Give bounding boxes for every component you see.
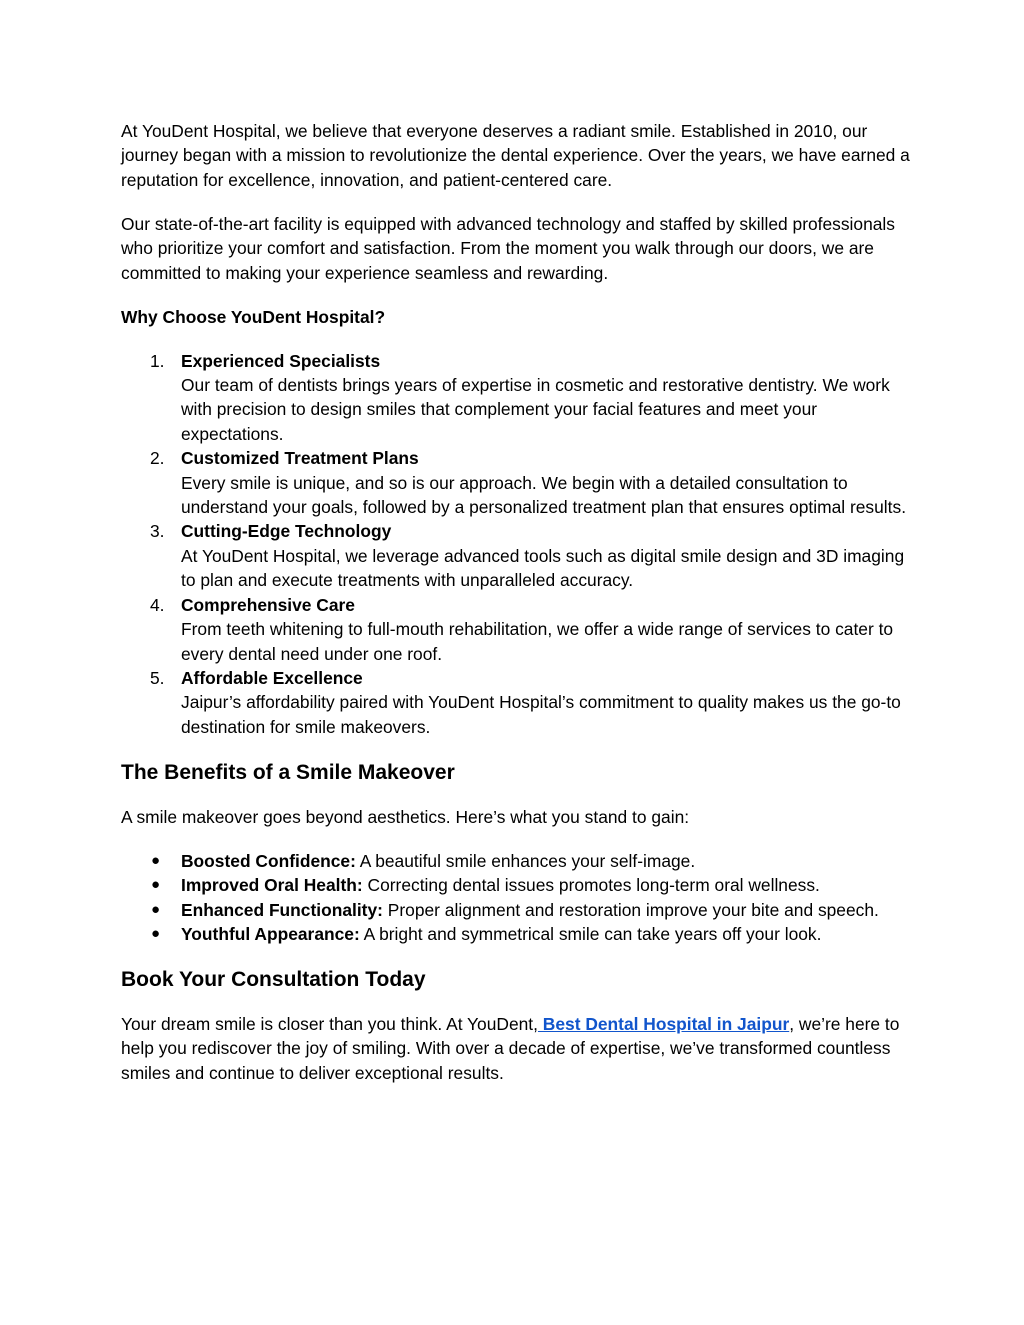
bullet-icon: ● (151, 851, 161, 869)
consultation-text-after: , we’re here to help you rediscover the joy of smiling. With over a decade of expertise, we’ve transformed countless smiles and continue to deliver exceptional results. (121, 1013, 900, 1083)
best-dental-hospital-link[interactable]: Best Dental Hospital in Jaipur (537, 1013, 790, 1034)
list-number: 4. (150, 594, 165, 615)
benefit-text: Proper alignment and restoration improve your bite and speech. (382, 899, 879, 920)
list-item (121, 898, 911, 922)
list-item-text: Every smile is unique, and so is our approach. We begin with a detailed consultation to understand your goals, followed by a personalized treatment plan that ensures optimal results. (181, 472, 907, 518)
list-item (121, 446, 911, 519)
list-number: 5. (150, 667, 165, 688)
benefit-lead: Improved Oral Health: (181, 875, 363, 896)
reasons-list (121, 349, 911, 740)
list-number: 3. (150, 521, 165, 542)
intro-paragraph-2: Our state-of-the-art facility is equipped with advanced technology and staffed by skilled professionals who prioritize your comfort and satisfaction. From the moment you walk through our doors, we are committed to making your experience seamless and rewarding. (121, 213, 895, 283)
benefits-intro: A smile makeover goes beyond aesthetics. Here’s what you stand to gain: (121, 806, 690, 827)
list-item-title: Customized Treatment Plans (181, 448, 419, 469)
list-item-title: Experienced Specialists (181, 350, 381, 371)
list-item-text: From teeth whitening to full-mouth rehabilitation, we offer a wide range of services to cater to every dental need under one roof. (181, 619, 894, 664)
document-page (121, 119, 911, 1105)
why-choose-heading: Why Choose YouDent Hospital? (121, 306, 386, 327)
bullet-icon: ● (151, 876, 161, 894)
list-item (121, 519, 911, 592)
list-item (121, 349, 911, 447)
benefit-text: Correcting dental issues promotes long-term oral wellness. (362, 875, 820, 896)
benefit-text: A beautiful smile enhances your self-image. (355, 850, 696, 871)
list-item (121, 666, 911, 739)
list-number: 1. (150, 350, 165, 371)
benefit-lead: Boosted Confidence: (181, 850, 356, 871)
benefit-text: A bright and symmetrical smile can take years off your look. (359, 923, 822, 944)
bullet-icon: ● (151, 924, 161, 942)
intro-paragraph-1: At YouDent Hospital, we believe that everyone deserves a radiant smile. Established in 2010, our journey began with a mission to revolutionize the dental experience. Over the years, we have earned a reputation for excellence, innovation, and patient-centered care. (121, 121, 910, 190)
benefit-lead: Enhanced Functionality: (181, 899, 383, 920)
list-item (121, 922, 911, 946)
list-item-title: Cutting-Edge Technology (181, 521, 392, 542)
list-number: 2. (150, 448, 165, 469)
consultation-heading: Book Your Consultation Today (121, 967, 426, 991)
bullet-icon: ● (151, 900, 161, 918)
list-item-text: At YouDent Hospital, we leverage advanced tools such as digital smile design and 3D imaging to plan and execute treatments with unparalleled accuracy. (181, 545, 905, 591)
list-item-text: Our team of dentists brings years of expertise in cosmetic and restorative dentistry. We work with precision to design smiles that complement your facial features and meet your expectations. (181, 375, 890, 444)
benefits-heading: The Benefits of a Smile Makeover (121, 760, 455, 784)
list-item (121, 593, 911, 666)
consultation-text-before: Your dream smile is closer than you think. At YouDent, (121, 1013, 538, 1034)
benefit-lead: Youthful Appearance: (181, 923, 360, 944)
list-item-title: Comprehensive Care (181, 594, 355, 615)
list-item (121, 873, 911, 897)
consultation-paragraph (121, 1012, 911, 1085)
benefits-list (121, 849, 911, 947)
list-item-text: Jaipur’s affordability paired with YouDent Hospital’s commitment to quality makes us the go-to destination for smile makeovers. (181, 692, 901, 737)
list-item (121, 849, 911, 873)
list-item-title: Affordable Excellence (181, 667, 363, 688)
